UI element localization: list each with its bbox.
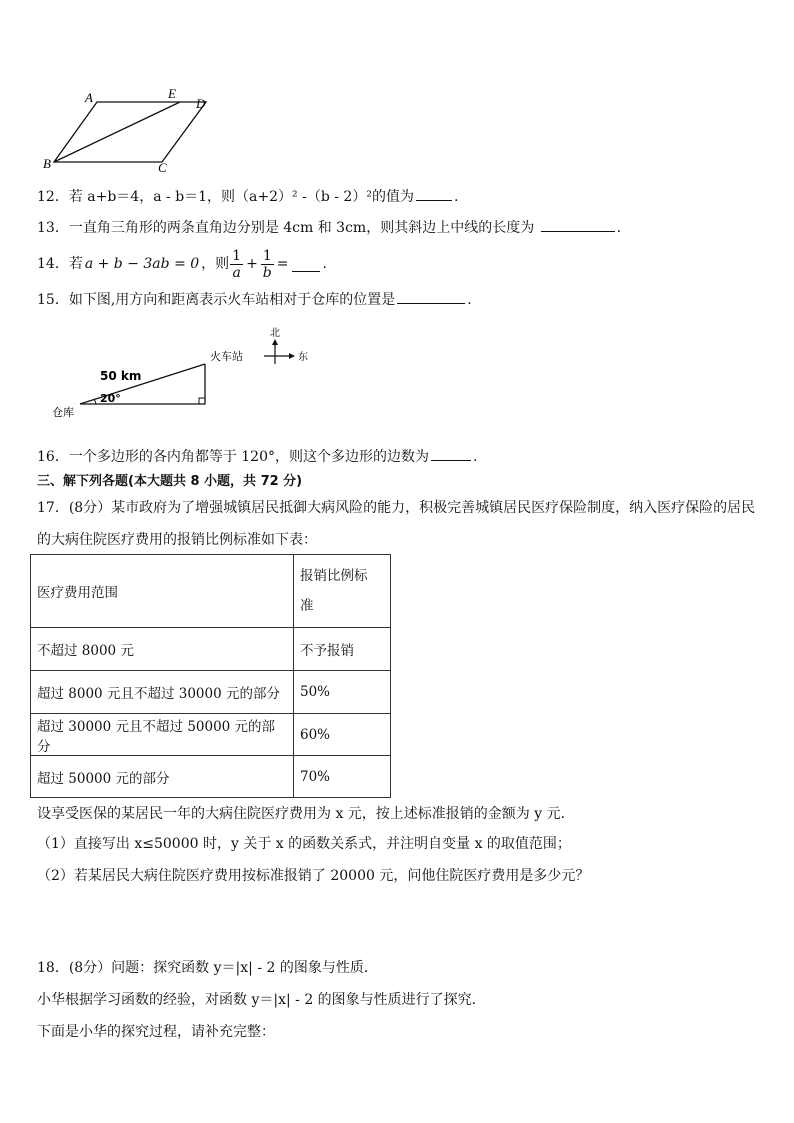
reimbursement-table	[30, 554, 391, 798]
north-label: 北	[270, 328, 280, 339]
q14-answer-blank[interactable]	[292, 257, 320, 272]
compass-icon	[264, 339, 295, 364]
q13-answer-blank[interactable]	[541, 217, 615, 232]
parallelogram-figure	[40, 84, 220, 176]
distance-label: 50 km	[100, 369, 142, 383]
q17-part1: （1）直接写出 x≤50000 时，y 关于 x 的函数关系式，并注明自变量 x 的取值范围；	[37, 836, 571, 852]
q17-part2: （2）若某居民大病住院医疗费用按标准报销了 20000 元，问他住院医疗费用是多少元？	[37, 868, 590, 884]
east-label: 东	[298, 352, 308, 363]
table-header-row	[31, 555, 391, 628]
question-14: 14．若 a + b − 3ab = 0 ，则 $\frac{1}{a}$ + $\frac{1}{b}$ = .	[37, 247, 327, 281]
label-a: A	[85, 90, 93, 105]
label-d: D	[196, 96, 206, 111]
q12-answer-blank[interactable]	[416, 186, 452, 201]
angle-label: 20°	[100, 392, 121, 405]
q18-line1: 18．(8分）问题：探究函数 y＝|x| - 2 的图象与性质．	[37, 960, 378, 976]
question-16: 16．一个多边形的各内角都等于 120°，则这个多边形的边数为 .	[37, 446, 477, 467]
section-3-heading: 三、解下列各题(本大题共 8 小题，共 72 分)	[37, 474, 303, 489]
table-header-ratio: 报销比例标 准	[294, 555, 391, 628]
q14-equation: a + b − 3ab = 0	[84, 256, 200, 272]
q15-answer-blank[interactable]	[397, 289, 465, 304]
q15-text: 15．如下图,用方向和距离表示火车站相对于仓库的位置是	[37, 292, 396, 308]
q17-line1: 17．(8分）某市政府为了增强城镇居民抵御大病风险的能力，积极完善城镇居民医疗保险制度，纳入医疗保险的居民	[37, 500, 756, 516]
question-13: 13．一直角三角形的两条直角边分别是 4cm 和 3cm，则其斜边上中线的长度为 .	[37, 217, 621, 238]
table-row: 超过 50000 元的部分 70%	[31, 756, 391, 798]
label-e: E	[168, 86, 176, 101]
label-c: C	[158, 160, 167, 175]
question-15: 15．如下图,用方向和距离表示火车站相对于仓库的位置是 .	[37, 289, 472, 310]
question-12: 12．若 a+b＝4，a - b＝1，则（a+2）² -（b - 2）²的值为 .	[37, 186, 458, 207]
table-row: 不超过 8000 元 不予报销	[31, 628, 391, 671]
fraction-1-over-a: $\frac{1}{a}$	[232, 247, 242, 281]
station-label: 火车站	[210, 350, 243, 363]
q13-text: 13．一直角三角形的两条直角边分别是 4cm 和 3cm，则其斜边上中线的长度为	[37, 220, 535, 236]
table-row: 超过 30000 元且不超过 50000 元的部分 60%	[31, 714, 391, 756]
q18-line2: 小华根据学习函数的经验，对函数 y＝|x| - 2 的图象与性质进行了探究．	[37, 992, 486, 1008]
q16-text: 16．一个多边形的各内角都等于 120°，则这个多边形的边数为	[37, 449, 429, 465]
table-row: 超过 8000 元且不超过 30000 元的部分 50%	[31, 671, 391, 714]
q18-line3: 下面是小华的探究过程，请补充完整：	[37, 1024, 275, 1040]
q16-answer-blank[interactable]	[431, 446, 471, 461]
label-b: B	[43, 156, 51, 171]
q12-text: 12．若 a+b＝4，a - b＝1，则（a+2）² -（b - 2）²的值为	[37, 189, 414, 205]
fraction-1-over-b: $\frac{1}{b}$	[262, 247, 272, 281]
warehouse-label: 仓库	[52, 406, 74, 419]
direction-figure	[50, 326, 320, 422]
q17-line2: 的大病住院医疗费用的报销比例标准如下表：	[37, 532, 317, 548]
table-header-range: 医疗费用范围	[31, 555, 294, 628]
q17-description: 设享受医保的某居民一年的大病住院医疗费用为 x 元，按上述标准报销的金额为 y 元．	[37, 806, 575, 822]
